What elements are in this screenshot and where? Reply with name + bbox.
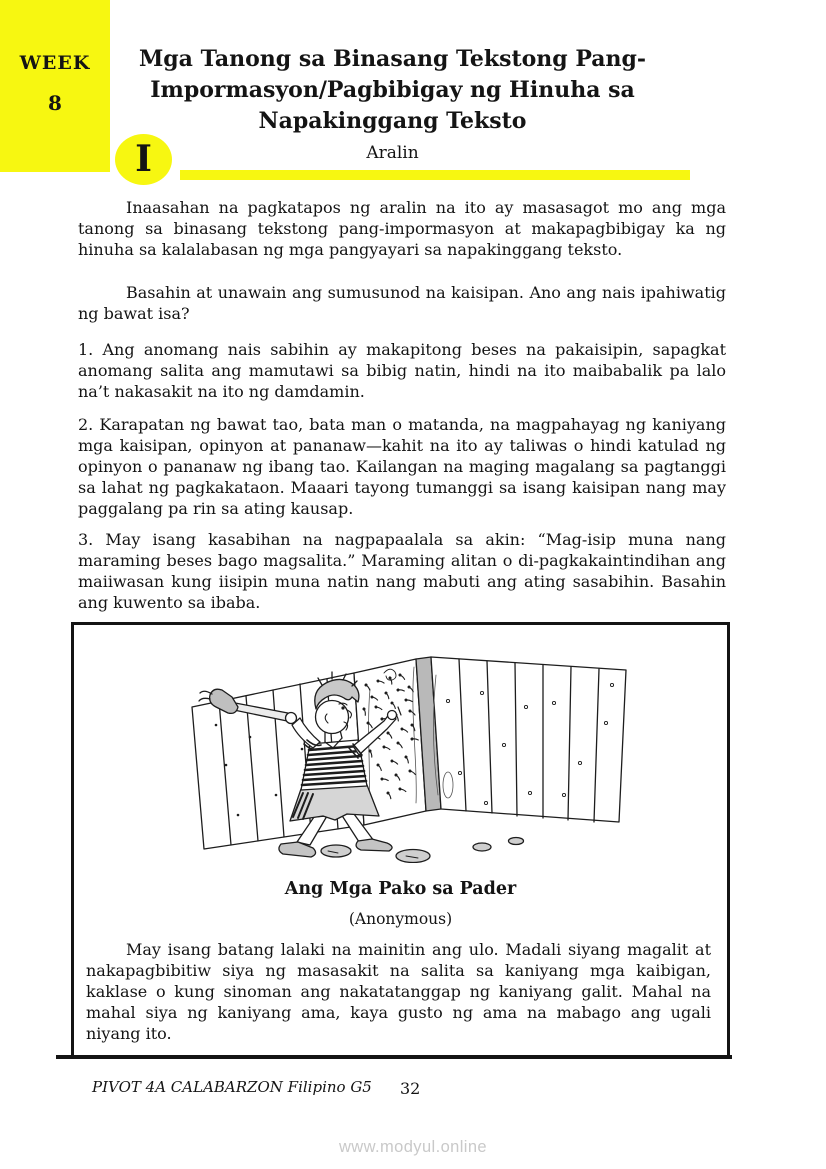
intro-paragraph-1: Inaasahan na pagkatapos ng aralin na ito ay masasagot mo ang mga tanong sa binasang tekstong pang-impormasyon at makapagbibigay ka ng hinuha sa kalalabasan ng mga pangyayari sa napakinggang teksto. bbox=[78, 198, 726, 259]
numbered-item-3: 3. May isang kasabihan na nagpapaalala sa akin: “Mag-isip muna nang maraming beses bago magsalita.” Maraming alitan o di-pagkakaintindihan ang maiiwasan kung iisipin muna natin nang mabuti ang ating sasabihin. Basahin ang kuwento sa ibaba. bbox=[78, 530, 726, 612]
fist bbox=[286, 713, 297, 724]
page-title-line-1: Mga Tanong sa Binasang Tekstong Pang- bbox=[138, 46, 647, 72]
story-paragraph: May isang batang lalaki na mainitin ang ulo. Madali siyang magalit at nakapagbibitiw siya ng masasakit na salita sa kaniyang mga kaibigan, kaklase o kung sinoman ang nakatatanggap ng kaniyang galit. Mahal na mahal siya ng kaniyang ama, kaya gusto ng ama na mabago ang ugali niyang ito. bbox=[86, 940, 711, 1043]
lesson-numeral: I bbox=[135, 138, 152, 180]
sandal bbox=[356, 839, 392, 851]
story-box bbox=[71, 622, 730, 1058]
head bbox=[316, 701, 349, 734]
lesson-numeral-badge bbox=[115, 134, 172, 185]
numbered-item-2: 2. Karapatan ng bawat tao, bata man o matanda, na magpahayag ng kaniyang mga kaisipan, opinyon at pananaw—kahit na ito ay taliwas o hindi katulad ng opinyon o pananaw ng ibang tao. Kailangan na maging magalang sa pagtanggi sa lahat ng pagkakataon. Maaari tayong tumanggi sa isang kaisipan nang may paggalang pa rin sa ating kausap. bbox=[78, 415, 726, 518]
page-title-line-3: Napakinggang Teksto bbox=[258, 108, 527, 134]
week-label: WEEK bbox=[19, 52, 91, 74]
story-title: Ang Mga Pako sa Pader bbox=[284, 879, 517, 899]
lesson-label: Aralin bbox=[366, 143, 419, 163]
stones bbox=[321, 838, 524, 863]
accent-bar bbox=[180, 170, 690, 180]
page-title-line-2: Impormasyon/Pagbibigay ng Hinuha sa bbox=[150, 77, 635, 103]
hand bbox=[388, 711, 397, 720]
footer-book-label: PIVOT 4A CALABARZON Filipino G5 bbox=[92, 1078, 372, 1096]
page-number: 32 bbox=[400, 1079, 421, 1098]
intro-paragraph-2: Basahin at unawain ang sumusunod na kaisipan. Ano ang nais ipahiwatig ng bawat isa? bbox=[78, 283, 726, 323]
week-number: 8 bbox=[48, 91, 62, 115]
numbered-item-1: 1. Ang anomang nais sabihin ay makapitong beses na pakaisipin, sapagkat anomang salita ang mamutawi sa bibig natin, hindi na ito maibabalik pa lalo na’t nakasakit na ito ng damdamin. bbox=[78, 340, 726, 401]
body-text bbox=[78, 197, 726, 613]
story-illustration bbox=[186, 645, 638, 863]
page-title bbox=[120, 44, 665, 137]
footer-rule bbox=[56, 1055, 732, 1059]
week-badge bbox=[0, 0, 110, 172]
story-author: (Anonymous) bbox=[348, 910, 453, 928]
watermark: www.modyul.online bbox=[338, 1138, 488, 1156]
